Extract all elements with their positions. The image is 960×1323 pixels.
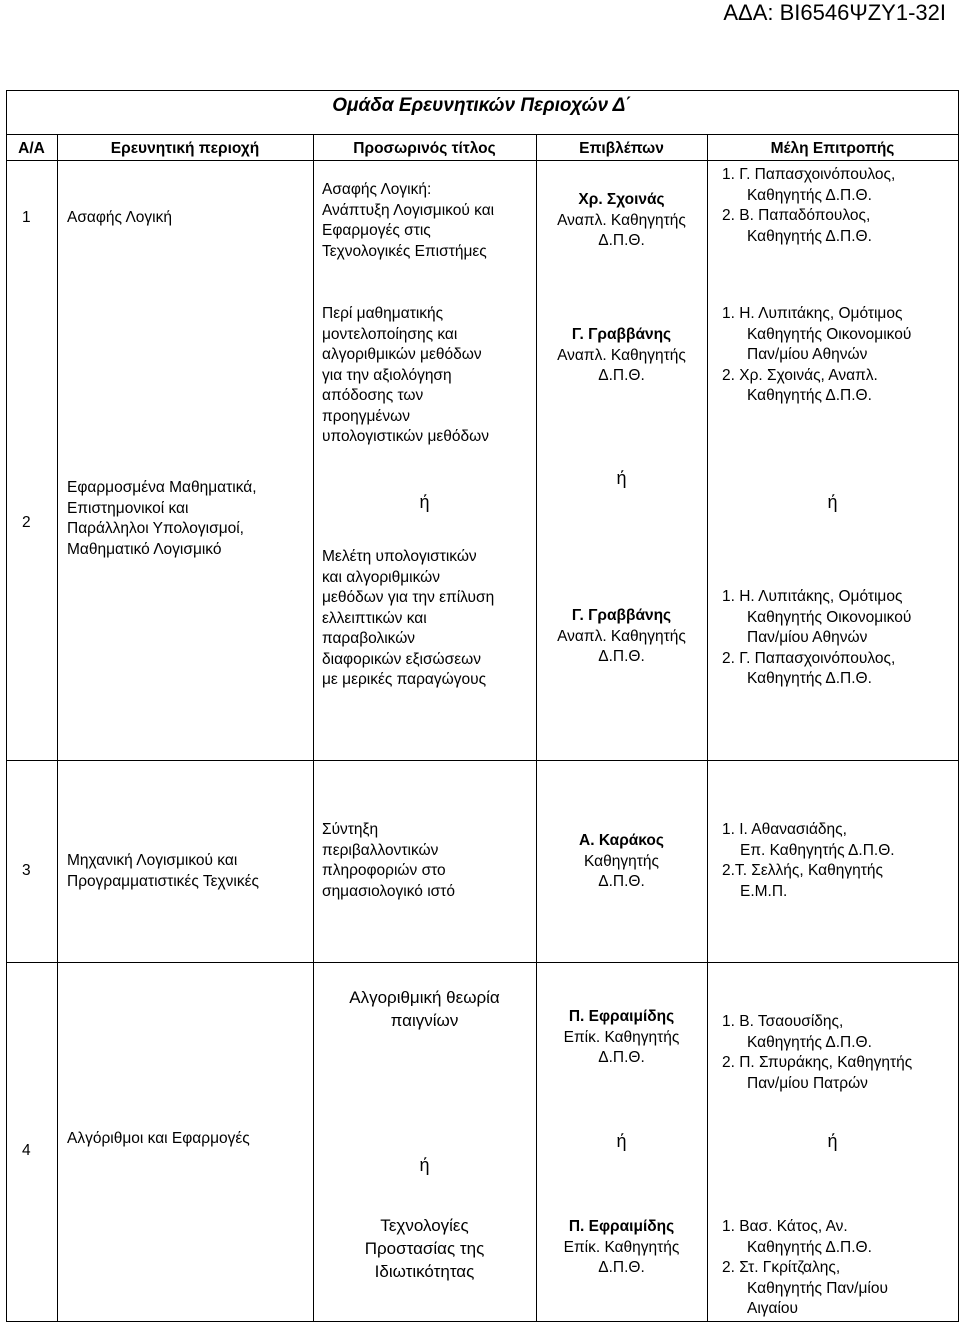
row-2-supervisor: Γ. Γραββάνης Αναπλ. Καθηγητής Δ.Π.Θ. xyxy=(557,607,686,665)
row-2-num: 2 xyxy=(22,514,31,531)
table-border-bottom xyxy=(6,1321,959,1322)
row-2-title: Μελέτη υπολογιστικών και αλγοριθμικών μεθόδων για την επίλυση ελλειπτικών και παραβολικών διαφορικών εξισώσεων με μερικές παραγώγους xyxy=(322,548,495,688)
col-header-num: Α/Α xyxy=(18,140,45,157)
col-header-supervisor: Επιβλέπων xyxy=(579,140,664,157)
table-border-top xyxy=(6,90,959,91)
row-4b-supervisor: Π. Εφραιμίδης Επίκ. Καθηγητής Δ.Π.Θ. xyxy=(563,1218,680,1276)
row-4-num: 4 xyxy=(22,1142,31,1159)
title-row-divider xyxy=(6,134,959,135)
row-2-committee-or: ή xyxy=(827,492,838,512)
col-divider-1 xyxy=(57,134,58,1321)
row-1b-supervisor: Γ. Γραββάνης Αναπλ. Καθηγητής Δ.Π.Θ. xyxy=(557,326,686,384)
row-1-committee: 1. Γ. Παπασχοινόπουλος, Καθηγητής Δ.Π.Θ. 2. Β. Παπαδόπουλος, Καθηγητής Δ.Π.Θ. xyxy=(722,166,896,245)
row-1b-committee: 1. Η. Λυπιτάκης, Ομότιμος Καθηγητής Οικονομικού Παν/μίου Αθηνών 2. Χρ. Σχοινάς, Αναπλ. Καθηγητής Δ.Π.Θ. xyxy=(722,305,912,404)
row-1b-title: Περί μαθηματικής μοντελοποίησης και αλγοριθμικών μεθόδων για την αξιολόγηση απόδοσης των προηγμένων υπολογιστικών μεθόδων xyxy=(322,305,490,445)
table-border-right xyxy=(958,90,959,1321)
row-2-area: Εφαρμοσμένα Μαθηματικά, Επιστημονικοί και Παράλληλοι Υπολογισμοί, Μαθηματικό Λογισμικό xyxy=(67,479,257,558)
row-4-area: Αλγόριθμοι και Εφαρμογές xyxy=(67,1130,250,1147)
row-3-num: 3 xyxy=(22,862,31,879)
row2-divider xyxy=(6,760,959,761)
row-4b-committee: 1. Βασ. Κάτος, Αν. Καθηγητής Δ.Π.Θ. 2. Στ. Γκρίτζαλης, Καθηγητής Παν/μίου Αιγαίου xyxy=(722,1218,888,1317)
row-4b-title: Τεχνολογίες Προστασίας της Ιδιωτικότητας xyxy=(364,1216,485,1281)
row-4-title-or: ή xyxy=(419,1155,430,1175)
row-4-title: Αλγοριθμική θεωρία παιγνίων xyxy=(349,988,500,1030)
col-divider-2 xyxy=(313,134,314,1321)
row3-divider xyxy=(6,962,959,963)
row-1-area: Ασαφής Λογική xyxy=(67,209,172,226)
row-1-num: 1 xyxy=(22,209,31,226)
ada-code: ΑΔΑ: ΒΙ6546ΨΖΥ1-32Ι xyxy=(723,0,946,25)
row-3-committee: 1. Ι. Αθανασιάδης, Επ. Καθηγητής Δ.Π.Θ. 2.Τ. Σελλής, Καθηγητής Ε.Μ.Π. xyxy=(722,821,895,900)
header-row-divider xyxy=(6,160,959,161)
row-4-committee: 1. Β. Τσαουσίδης, Καθηγητής Δ.Π.Θ. 2. Π. Σπυράκης, Καθηγητής Παν/μίου Πατρών xyxy=(722,1013,913,1092)
col-header-title: Προσωρινός τίτλος xyxy=(353,140,496,157)
row-3-supervisor: Α. Καράκος Καθηγητής Δ.Π.Θ. xyxy=(579,832,664,890)
table-border-left xyxy=(6,90,7,1321)
row-4-committee-or: ή xyxy=(827,1131,838,1151)
row-4-supervisor-or: ή xyxy=(616,1131,627,1151)
table-title: Ομάδα Ερευνητικών Περιοχών Δ΄ xyxy=(332,95,632,116)
row-2-title-or: ή xyxy=(419,492,430,512)
row-2-supervisor-or: ή xyxy=(616,468,627,488)
row-3-title: Σύντηξη περιβαλλοντικών πληροφοριών στο σημασιολογικό ιστό xyxy=(322,821,455,900)
row-2-committee: 1. Η. Λυπιτάκης, Ομότιμος Καθηγητής Οικονομικού Παν/μίου Αθηνών 2. Γ. Παπασχοινόπουλος, Καθηγητής Δ.Π.Θ. xyxy=(722,588,912,687)
row-4-supervisor: Π. Εφραιμίδης Επίκ. Καθηγητής Δ.Π.Θ. xyxy=(563,1008,680,1066)
row-1-title: Ασαφής Λογική: Ανάπτυξη Λογισμικού και Εφαρμογές στις Τεχνολογικές Επιστήμες xyxy=(322,181,495,260)
col-header-area: Ερευνητική περιοχή xyxy=(110,140,260,157)
col-header-committee: Μέλη Επιτροπής xyxy=(770,140,895,157)
row-3-area: Μηχανική Λογισμικού και Προγραμματιστικές Τεχνικές xyxy=(67,852,259,890)
row-1-supervisor: Χρ. Σχοινάς Αναπλ. Καθηγητής Δ.Π.Θ. xyxy=(557,191,686,249)
